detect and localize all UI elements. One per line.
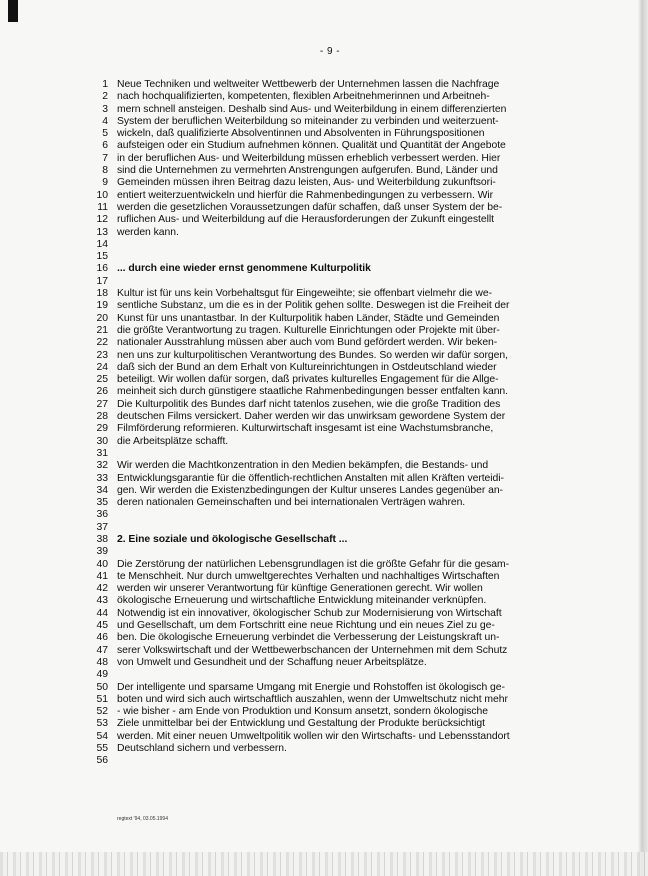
line-number: 17 <box>96 275 108 287</box>
section-heading-line <box>0 534 600 546</box>
section-heading: ... durch eine wieder ernst genommene Kulturpolitik <box>117 263 371 275</box>
footer-note: regtext '94, 03.05.1994 <box>117 816 168 822</box>
line-number: 18 <box>96 288 108 300</box>
line-number: 10 <box>96 189 108 201</box>
text-line <box>0 632 600 644</box>
text-line <box>0 91 600 103</box>
line-text: und Gesellschaft, um dem Fortschritt eine neue Richtung und ein neues Ziel zu ge- <box>117 620 495 632</box>
text-line <box>0 460 600 472</box>
text-line <box>0 657 600 669</box>
text-line <box>0 300 600 312</box>
text-line <box>0 731 600 743</box>
line-number: 8 <box>102 165 108 177</box>
line-text: Gemeinden müssen ihren Beitrag dazu leisten, Aus- und Weiterbildung zukunftsori- <box>117 177 496 189</box>
line-number: 31 <box>96 447 108 459</box>
line-text: deutschen Films versickert. Daher werden wir das unwirksam gewordene System der <box>117 411 506 423</box>
line-number: 23 <box>96 349 108 361</box>
text-line <box>0 288 600 300</box>
line-text: Kultur ist für uns kein Vorbehaltsgut für Eingeweihte; sie offenbart vielmehr die we- <box>117 288 493 300</box>
line-text: werden. Mit einer neuen Umweltpolitik wollen wir den Wirtschafts- und Lebensstandort <box>117 730 510 742</box>
text-line <box>0 337 600 349</box>
line-number: 50 <box>96 681 108 693</box>
text-line <box>0 645 600 657</box>
text-line <box>0 595 600 607</box>
text-line <box>0 485 600 497</box>
text-line <box>0 448 600 460</box>
line-number: 38 <box>96 533 108 545</box>
text-line <box>0 386 600 398</box>
text-line <box>0 190 600 202</box>
line-number: 24 <box>96 361 108 373</box>
line-number: 56 <box>96 755 108 767</box>
scan-corner-mark <box>8 0 18 22</box>
text-line <box>0 694 600 706</box>
line-number: 47 <box>96 644 108 656</box>
text-line <box>0 571 600 583</box>
line-number: 35 <box>96 497 108 509</box>
line-text: Die Zerstörung der natürlichen Lebensgrundlagen ist die größte Gefahr für die gesam- <box>117 558 510 570</box>
scan-right-edge <box>638 0 648 876</box>
text-line <box>0 682 600 694</box>
line-number: 29 <box>96 423 108 435</box>
line-text: Wir werden die Machtkonzentration in den Medien bekämpfen, die Bestands- und <box>117 460 489 472</box>
line-text: Ziele unmittelbar bei der Entwicklung und Gestaltung der Produkte berücksichtigt <box>117 718 485 730</box>
line-text: beteiligt. Wir wollen dafür sorgen, daß privates kulturelles Engagement für die Allge- <box>117 374 499 386</box>
line-text: deren nationalen Gemeinschaften und bei internationalen Verträgen wahren. <box>117 497 466 509</box>
line-text: nen uns zur kulturpolitischen Verantwortung des Bundes. So werden wir dafür sorgen, <box>117 349 508 361</box>
line-number: 22 <box>96 337 108 349</box>
text-line <box>0 276 600 288</box>
line-number: 27 <box>96 398 108 410</box>
line-text: Deutschland sichern und verbessern. <box>117 743 287 755</box>
line-number: 55 <box>96 743 108 755</box>
line-text: werden die gesetzlichen Voraussetzungen dafür schaffen, daß unser System der be- <box>117 201 503 213</box>
text-line <box>0 251 600 263</box>
text-line <box>0 608 600 620</box>
line-number: 12 <box>96 214 108 226</box>
line-number: 36 <box>96 509 108 521</box>
line-text: Kunst für uns unantastbar. In der Kulturpolitik haben Länder, Städte und Gemeinden <box>117 312 500 324</box>
text-line <box>0 497 600 509</box>
line-number: 15 <box>96 251 108 263</box>
text-line <box>0 706 600 718</box>
line-number: 28 <box>96 411 108 423</box>
text-line <box>0 473 600 485</box>
text-line <box>0 227 600 239</box>
line-number: 11 <box>97 201 108 213</box>
line-number: 41 <box>96 570 108 582</box>
line-number: 9 <box>102 177 108 189</box>
line-text: werden kann. <box>117 226 179 238</box>
text-line <box>0 399 600 411</box>
line-text: ruflichen Aus- und Weiterbildung auf die Herausforderungen der Zukunft eingestellt <box>117 214 494 226</box>
scan-bottom-edge <box>0 852 648 876</box>
text-line <box>0 436 600 448</box>
line-number: 13 <box>96 226 108 238</box>
numbered-text-body <box>0 79 600 768</box>
text-line <box>0 325 600 337</box>
text-line <box>0 128 600 140</box>
text-line <box>0 411 600 423</box>
text-line <box>0 202 600 214</box>
line-number: 49 <box>96 669 108 681</box>
line-number: 44 <box>96 607 108 619</box>
section-heading: 2. Eine soziale und ökologische Gesellschaft ... <box>117 533 348 545</box>
line-text: Notwendig ist ein innovativer, ökologischer Schub zur Modernisierung von Wirtschaft <box>117 607 502 619</box>
line-text: sind die Unternehmen zu vermehrten Anstrengungen aufgerufen. Bund, Länder und <box>117 165 498 177</box>
text-line <box>0 313 600 325</box>
text-line <box>0 423 600 435</box>
line-number: 46 <box>96 632 108 644</box>
line-number: 30 <box>96 435 108 447</box>
line-text: gen. Wir werden die Existenzbedingungen der Kultur unseres Landes gegenüber an- <box>117 484 503 496</box>
line-text: entiert weiterzuentwickeln und hierfür die Rahmenbedingungen zu verbessern. Wir <box>117 189 494 201</box>
text-line <box>0 509 600 521</box>
text-line <box>0 755 600 767</box>
line-number: 20 <box>96 312 108 324</box>
text-line <box>0 743 600 755</box>
text-line <box>0 718 600 730</box>
line-text: nach hochqualifizierten, kompetenten, flexiblen Arbeitnehmerinnen und Arbeitneh- <box>117 91 490 103</box>
section-heading-line <box>0 263 600 275</box>
line-text: Entwicklungsgarantie für die öffentlich-rechtlichen Anstalten mit allen Kräften verteidi- <box>117 472 504 484</box>
line-text: Der intelligente und sparsame Umgang mit Energie und Rohstoffen ist ökologisch ge- <box>117 681 505 693</box>
line-text: in der beruflichen Aus- und Weiterbildung müssen erheblich verbessert werden. Hier <box>117 152 501 164</box>
line-text: sentliche Substanz, um die es in der Politik gehen sollte. Deswegen ist die Freiheit der <box>117 300 510 312</box>
line-text: mern schnell ansteigen. Deshalb sind Aus- und Weiterbildung in einem differenzierten <box>117 103 507 115</box>
line-number: 51 <box>96 693 108 705</box>
line-number: 53 <box>96 718 108 730</box>
text-line <box>0 583 600 595</box>
line-number: 48 <box>96 656 108 668</box>
line-number: 39 <box>96 546 108 558</box>
text-line <box>0 546 600 558</box>
line-number: 7 <box>102 152 108 164</box>
line-text: daß sich der Bund an dem Erhalt von Kultureinrichtungen in Ostdeutschland wieder <box>117 361 497 373</box>
line-number: 4 <box>102 115 108 127</box>
text-line <box>0 214 600 226</box>
text-line <box>0 116 600 128</box>
line-number: 19 <box>96 300 108 312</box>
text-line <box>0 239 600 251</box>
line-text: serer Volkswirtschaft und der Wettbewerbschancen der Unternehmen mit dem Schutz <box>117 644 508 656</box>
line-text: von Umwelt und Gesundheit und der Schaffung neuer Arbeitsplätze. <box>117 656 427 668</box>
line-text: wickeln, daß qualifizierte Absolventinnen und Absolventen in Führungspositionen <box>117 128 485 140</box>
line-text: die Arbeitsplätze schafft. <box>117 435 229 447</box>
text-line <box>0 153 600 165</box>
line-text: die größte Verantwortung zu tragen. Kulturelle Einrichtungen oder Projekte mit über- <box>117 324 500 336</box>
text-line <box>0 104 600 116</box>
line-text: ökologische Erneuerung und wirtschaftliche Entwicklung miteinander verknüpfen. <box>117 595 487 607</box>
line-text: Filmförderung reformieren. Kulturwirtschaft insgesamt ist eine Wachstumsbranche, <box>117 423 494 435</box>
line-number: 26 <box>96 386 108 398</box>
line-number: 6 <box>102 140 108 152</box>
line-number: 21 <box>96 324 108 336</box>
line-number: 52 <box>96 706 108 718</box>
line-text: boten und wird sich auch wirtschaftlich auszahlen, wenn der Umweltschutz nicht mehr <box>117 693 508 705</box>
line-text: werden wir unserer Verantwortung für künftige Generationen gerecht. Wir wollen <box>117 583 483 595</box>
line-number: 1 <box>102 79 108 90</box>
line-text: ben. Die ökologische Erneuerung verbindet die Verbesserung der Leistungskraft un- <box>117 632 500 644</box>
line-number: 43 <box>96 595 108 607</box>
line-number: 45 <box>96 620 108 632</box>
text-line <box>0 374 600 386</box>
line-number: 16 <box>96 263 108 275</box>
page-number: - 9 - <box>319 46 341 57</box>
line-text: nationaler Ausstrahlung müssen aber auch vom Bund gefördert werden. Wir beken- <box>117 337 498 349</box>
text-line <box>0 79 600 91</box>
text-line <box>0 177 600 189</box>
text-line <box>0 165 600 177</box>
line-text: aufsteigen oder ein Studium aufnehmen können. Qualität und Quantität der Angebote <box>117 140 506 152</box>
text-line <box>0 522 600 534</box>
line-number: 40 <box>96 558 108 570</box>
line-text: System der beruflichen Weiterbildung so miteinander zu verbinden und weiterzuent- <box>117 115 499 127</box>
text-line <box>0 350 600 362</box>
line-text: Neue Techniken und weltweiter Wettbewerb der Unternehmen lassen die Nachfrage <box>117 79 500 90</box>
line-number: 37 <box>96 521 108 533</box>
line-number: 54 <box>96 730 108 742</box>
line-number: 32 <box>96 460 108 472</box>
line-text: Die Kulturpolitik des Bundes darf nicht tatenlos zusehen, wie die große Tradition des <box>117 398 501 410</box>
line-text: - wie bisher - am Ende von Produktion und Konsum ansetzt, sondern ökologische <box>117 706 489 718</box>
line-number: 33 <box>96 472 108 484</box>
text-line <box>0 669 600 681</box>
line-number: 3 <box>102 103 108 115</box>
line-number: 5 <box>102 128 108 140</box>
line-number: 2 <box>102 91 108 103</box>
text-line <box>0 362 600 374</box>
line-number: 42 <box>96 583 108 595</box>
line-number: 14 <box>96 238 108 250</box>
line-number: 34 <box>96 484 108 496</box>
line-text: te Menschheit. Nur durch umweltgerechtes Verhalten und nachhaltiges Wirtschaften <box>117 570 500 582</box>
text-line <box>0 559 600 571</box>
text-line <box>0 620 600 632</box>
text-line <box>0 140 600 152</box>
line-number: 25 <box>96 374 108 386</box>
line-text: meinheit sich durch günstigere staatliche Rahmenbedingungen besser entfalten kann. <box>117 386 508 398</box>
